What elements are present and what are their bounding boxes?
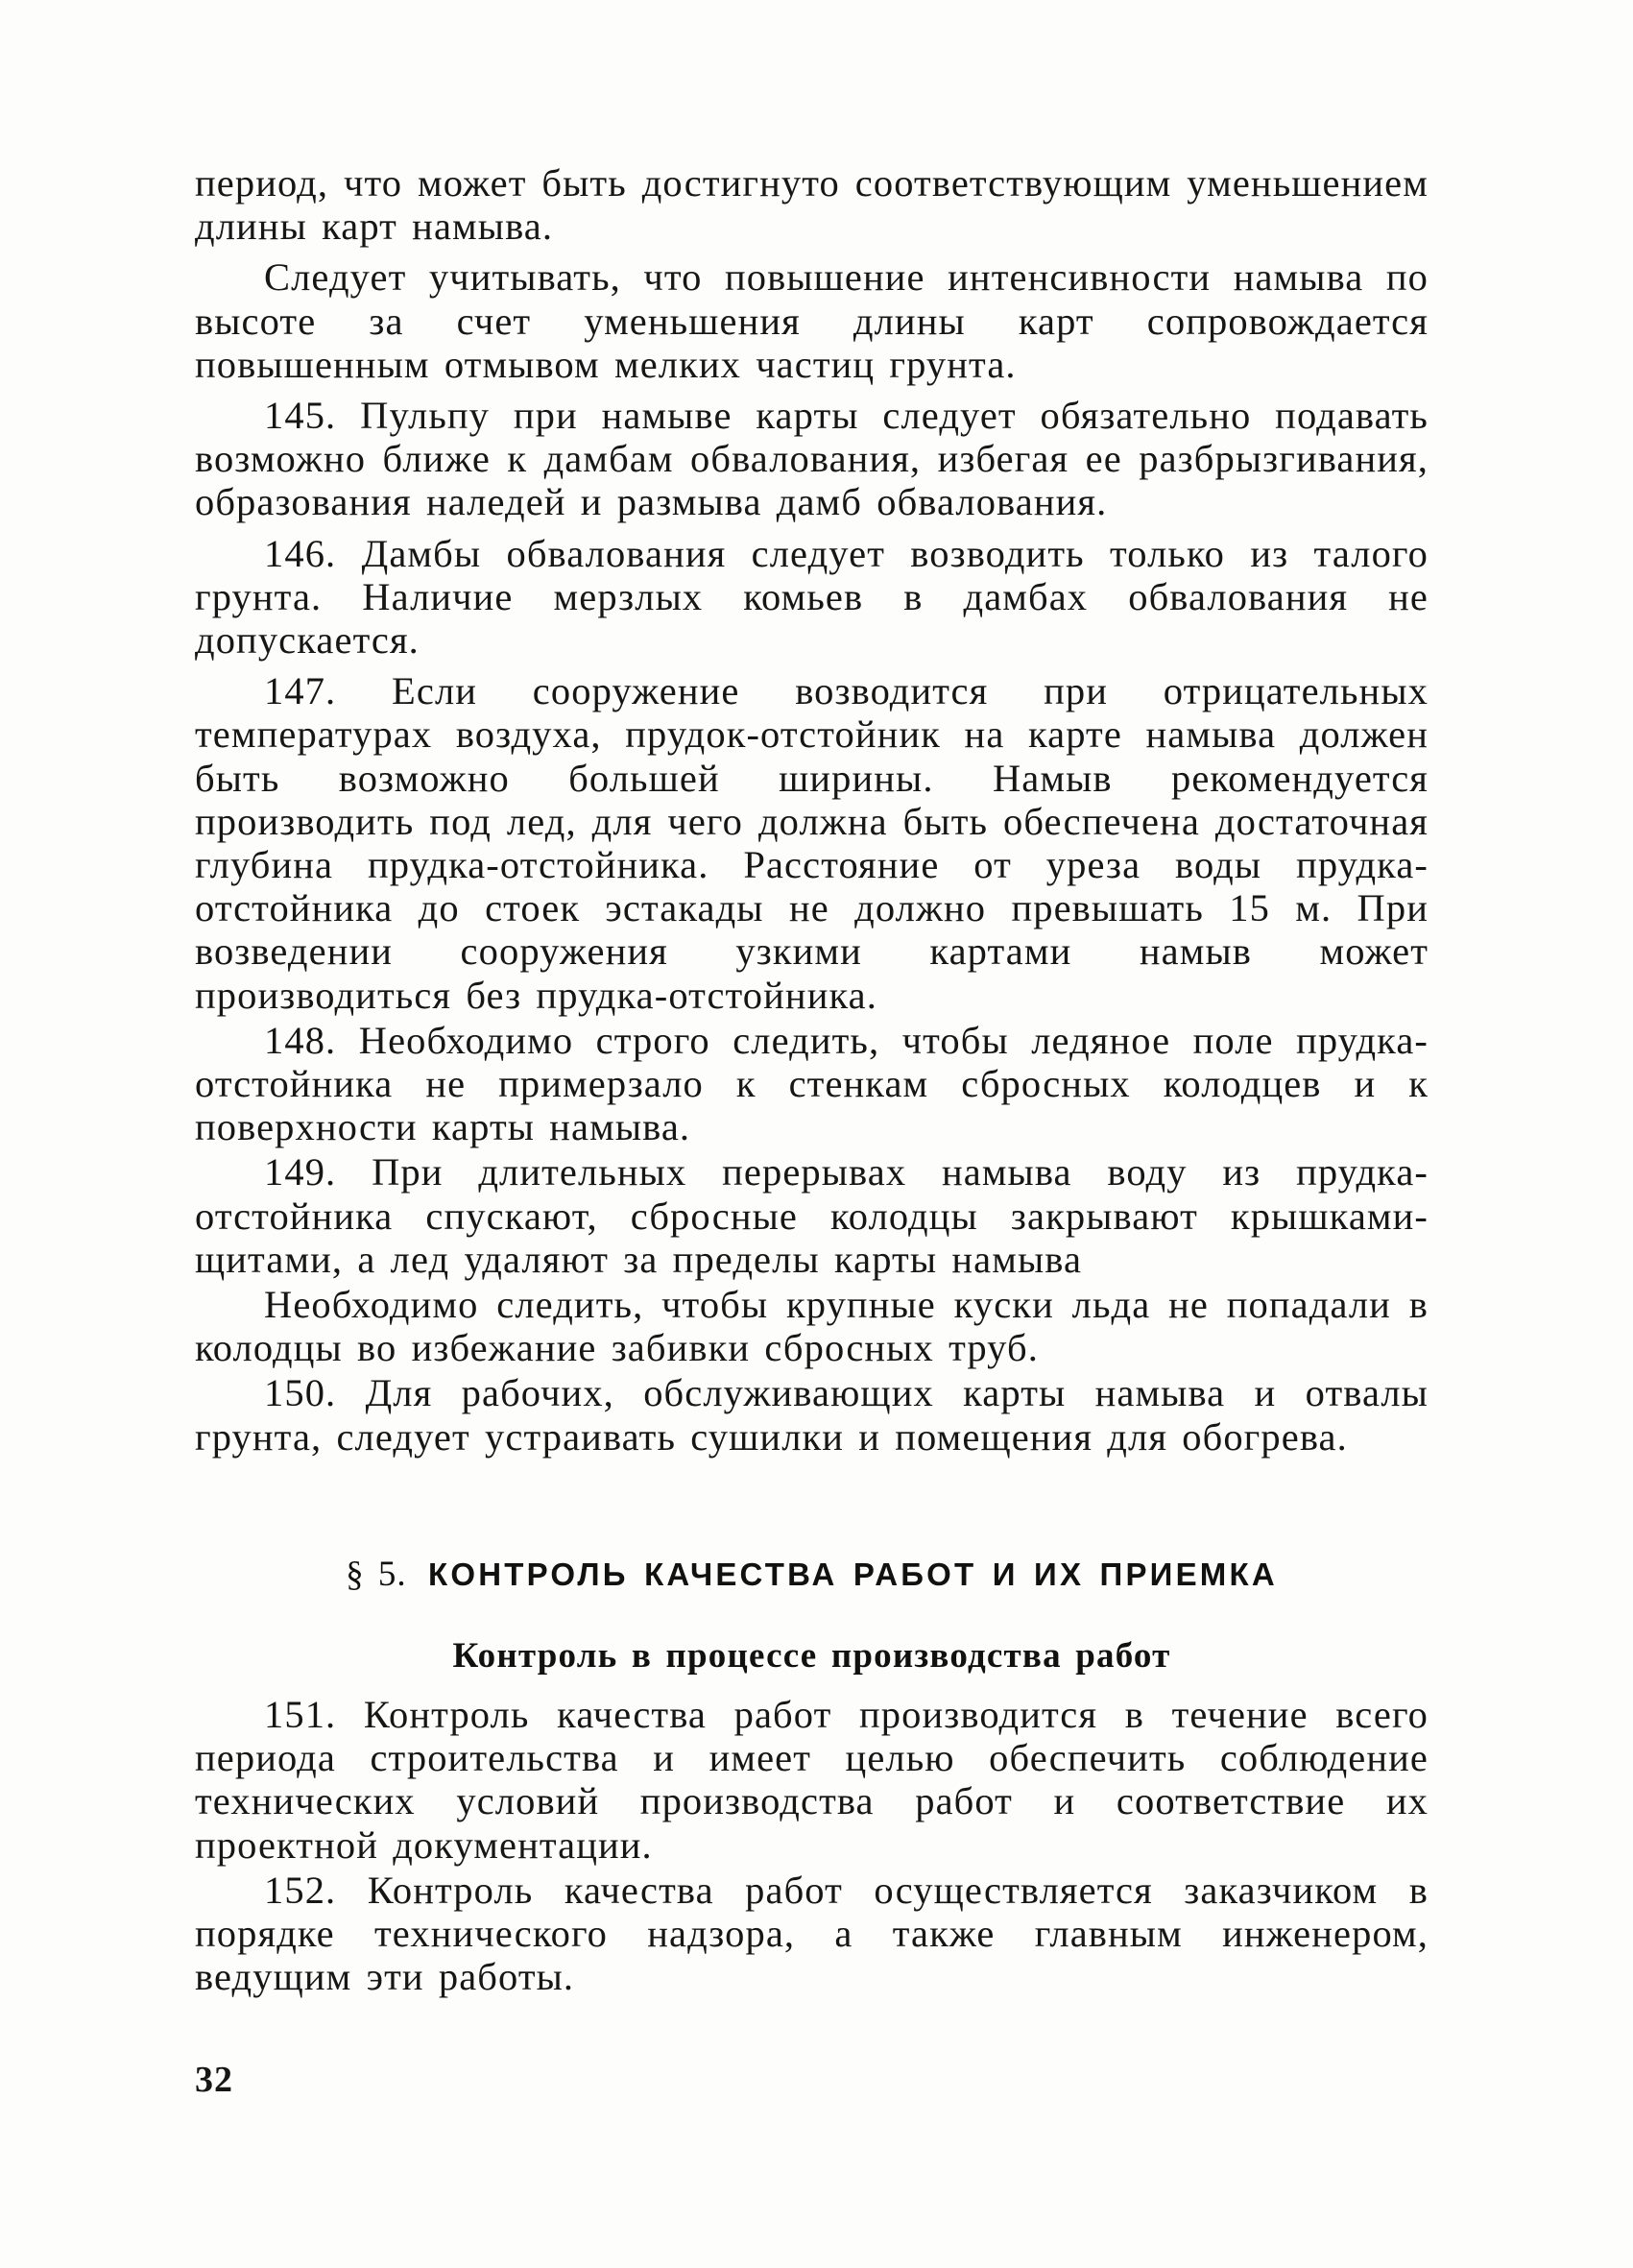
subsection-heading: Контроль в процессе производства работ bbox=[452, 1635, 1171, 1676]
page-number: 32 bbox=[195, 2060, 233, 2100]
section-heading bbox=[195, 1551, 1429, 1599]
paragraph-149: 149. При длительных перерывах намыва воду из прудка-отстойника спускают, сбросные колодцы закрывают крышками-щитами, а лед удаляют за пределы карты намыва bbox=[195, 1150, 1429, 1281]
paragraph-151: 151. Контроль качества работ производится в течение всего периода строительства и имеет целью обеспечить соблюдение технических условий производства работ и соответствие их проектной документации. bbox=[195, 1692, 1429, 1867]
paragraph-147: 147. Если сооружение возводится при отрицательных температурах воздуха, прудок-отстойник на карте намыва должен быть возможно большей ширины. Намыв рекомендуется производить под лед, для чего должна быть обеспечена достаточная глубина прудка-отстойника. Расстояние от уреза воды прудка-отстойника до стоек эстакады не должно превышать 15 м. При возведении сооружения узкими картами намыв может производиться без прудка-отстойника. bbox=[195, 669, 1429, 1017]
paragraph-152: 152. Контроль качества работ осуществляется заказчиком в порядке технического надзора, а также главным инженером, ведущим эти работы. bbox=[195, 1868, 1429, 1999]
paragraph-145: 145. Пульпу при намыве карты следует обязательно подавать возможно ближе к дамбам обвалования, избегая ее разбрызгивания, образования наледей и размыва дамб обвалования. bbox=[195, 394, 1429, 524]
paragraph-148: 148. Необходимо строго следить, чтобы ледяное поле прудка-отстойника не примерзало к стенкам сбросных колодцев и к поверхности карты намыва. bbox=[195, 1018, 1429, 1149]
section-sign: § 5. bbox=[346, 1554, 407, 1594]
paragraph-149-note: Необходимо следить, чтобы крупные куски льда не попадали в колодцы во избежание забивки сбросных труб. bbox=[195, 1283, 1429, 1370]
paragraph-note: Следует учитывать, что повышение интенсивности намыва по высоте за счет уменьшения длины карт сопровождается повышенным отмывом мелких частиц грунта. bbox=[195, 255, 1429, 386]
paragraph-146: 146. Дамбы обвалования следует возводить только из талого грунта. Наличие мерзлых комьев в дамбах обвалования не допускается. bbox=[195, 531, 1429, 663]
paragraph-continuation: период, что может быть достигнуто соответствующим уменьшением длины карт намыва. bbox=[195, 161, 1429, 249]
paragraph-150: 150. Для рабочих, обслуживающих карты намыва и отвалы грунта, следует устраивать сушилки и помещения для обогрева. bbox=[195, 1371, 1429, 1459]
page-text-column bbox=[195, 161, 1429, 2006]
section-title: КОНТРОЛЬ КАЧЕСТВА РАБОТ И ИХ ПРИЕМКА bbox=[428, 1556, 1278, 1592]
